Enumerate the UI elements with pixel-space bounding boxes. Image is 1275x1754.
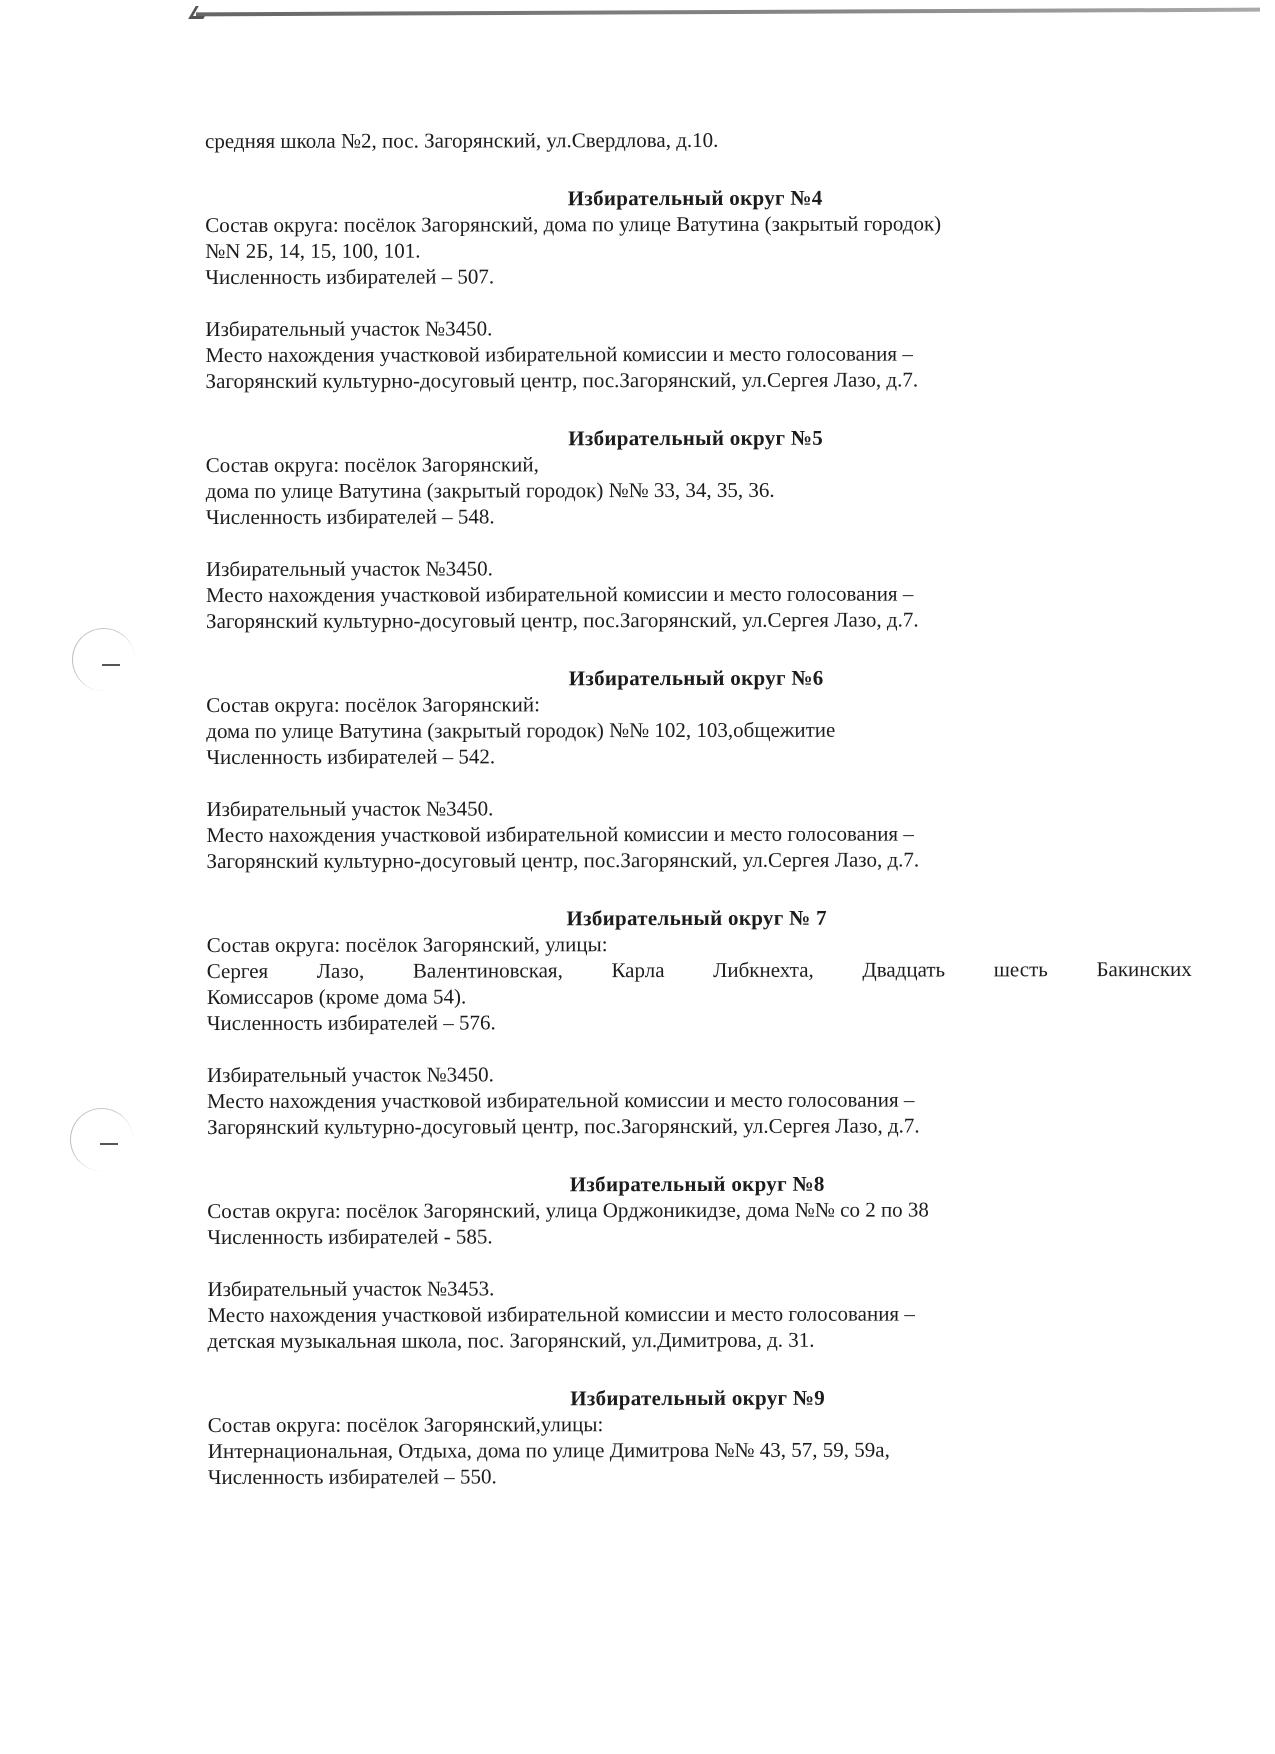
district-composition: Комиссаров (кроме дома 54).	[206, 984, 467, 1009]
precinct-location: Место нахождения участковой избирательной комиссии и место голосования –	[205, 341, 913, 367]
precinct-location: Место нахождения участковой избирательной комиссии и место голосования –	[205, 581, 914, 607]
precinct-location: Место нахождения участковой избирательной комиссии и место голосования –	[206, 821, 914, 847]
district-composition: дома по улице Ватутина (закрытый городок) №№ 33, 34, 35, 36.	[205, 477, 775, 503]
precinct-number: Избирательный участок №3453.	[207, 1276, 495, 1301]
precinct-number: Избирательный участок №3450.	[205, 316, 493, 341]
district-heading: Избирательный округ №5	[568, 425, 824, 451]
punch-hole-mark	[100, 1143, 118, 1145]
district-composition: дома по улице Ватутина (закрытый городок) №№ 102, 103,общежитие	[206, 717, 836, 743]
precinct-number: Избирательный участок №3450.	[206, 796, 494, 821]
intro-line: средняя школа №2, пос. Загорянский, ул.Свердлова, д.10.	[205, 127, 719, 153]
district-composition: Состав округа: посёлок Загорянский,улицы:	[207, 1412, 604, 1437]
punch-hole-mark	[72, 628, 135, 691]
voter-count: Численность избирателей – 550.	[207, 1464, 497, 1489]
voter-count: Численность избирателей – 576.	[206, 1010, 496, 1035]
document-body	[205, 126, 1208, 1490]
district-5	[206, 424, 1206, 660]
voter-count: Численность избирателей – 548.	[205, 504, 495, 529]
district-7	[207, 904, 1208, 1166]
precinct-number: Избирательный участок №3450.	[205, 556, 493, 581]
precinct-location: Загорянский культурно-досуговый центр, пос.Загорянский, ул.Сергея Лазо, д.7.	[205, 367, 919, 393]
voter-count: Численность избирателей - 585.	[207, 1224, 493, 1249]
punch-hole-mark	[70, 1108, 133, 1171]
precinct-location: Место нахождения участковой избирательной комиссии и место голосования –	[207, 1087, 915, 1113]
district-9	[208, 1384, 1208, 1490]
page-edge-shadow	[196, 8, 1260, 17]
district-heading: Избирательный округ №8	[569, 1171, 825, 1197]
district-6	[206, 664, 1206, 900]
district-heading: Избирательный округ №6	[568, 665, 824, 691]
punch-hole-mark	[102, 664, 120, 666]
precinct-location: Загорянский культурно-досуговый центр, пос.Загорянский, ул.Сергея Лазо, д.7.	[206, 607, 919, 633]
precinct-location: Загорянский культурно-досуговый центр, пос.Загорянский, ул.Сергея Лазо, д.7.	[207, 1113, 920, 1139]
precinct-location: Место нахождения участковой избирательной комиссии и место голосования –	[207, 1301, 915, 1327]
district-composition: Интернациональная, Отдыха, дома по улице Димитрова №№ 43, 57, 59, 59а,	[207, 1437, 890, 1463]
voter-count: Численность избирателей – 507.	[205, 264, 495, 289]
district-composition: №N 2Б, 14, 15, 100, 101.	[205, 238, 421, 263]
district-composition: Состав округа: посёлок Загорянский,	[205, 452, 539, 477]
district-composition: Состав округа: посёлок Загорянский:	[206, 692, 540, 717]
district-4	[205, 184, 1205, 420]
district-composition: Состав округа: посёлок Загорянский, дома по улице Ватутина (закрытый городок)	[205, 211, 942, 237]
precinct-number: Избирательный участок №3450.	[206, 1062, 494, 1087]
voter-count: Численность избирателей – 542.	[206, 744, 496, 769]
precinct-location: Загорянский культурно-досуговый центр, пос.Загорянский, ул.Сергея Лазо, д.7.	[206, 847, 920, 873]
district-8	[207, 1170, 1207, 1380]
district-heading: Избирательный округ №4	[567, 185, 823, 211]
precinct-location: детская музыкальная школа, пос. Загорянский, ул.Димитрова, д. 31.	[207, 1327, 815, 1353]
district-heading: Избирательный округ №9	[570, 1385, 826, 1411]
district-composition: Состав округа: посёлок Загорянский, улицы:	[206, 932, 608, 957]
district-composition: Состав округа: посёлок Загорянский, улица Орджоникидзе, дома №№ со 2 по 38	[207, 1197, 929, 1223]
district-composition: Сергея Лазо, Валентиновская, Карла Либкнехта, Двадцать шесть Бакинских	[206, 956, 1192, 983]
district-heading: Избирательный округ № 7	[566, 905, 827, 931]
